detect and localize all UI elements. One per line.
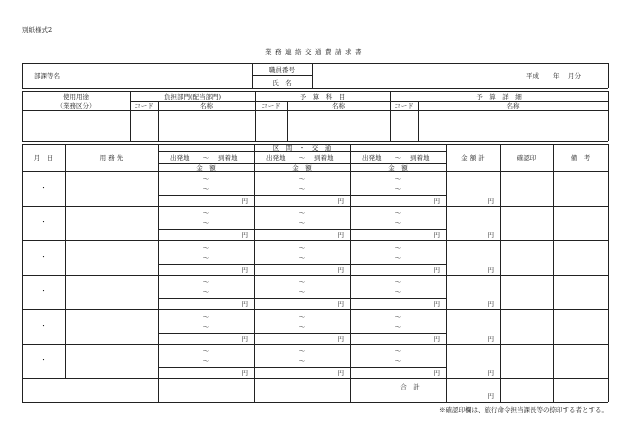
tilde-mark: ～ xyxy=(298,219,306,227)
grid-line xyxy=(22,63,23,88)
employee-no-label: 職員番号 xyxy=(269,65,295,74)
remarks-field[interactable] xyxy=(554,345,607,378)
remarks-field[interactable] xyxy=(554,172,607,205)
remarks-field[interactable] xyxy=(554,241,607,274)
tilde-mark: ～ xyxy=(298,288,306,296)
tilde-mark: ～ xyxy=(202,357,210,365)
tilde-mark: ～ xyxy=(394,357,402,365)
tilde-mark: ～ xyxy=(394,278,402,286)
destination-header: 用 務 先 xyxy=(99,154,124,162)
footnote: ※確認印欄は、旅行命令担当課長等の捺印する者とする。 xyxy=(439,405,608,414)
yen-unit: 円 xyxy=(241,334,248,343)
yen-unit: 円 xyxy=(337,196,344,205)
tilde-mark: ～ xyxy=(202,288,210,296)
yen-unit: 円 xyxy=(241,196,248,205)
purpose-label: 使用用途 xyxy=(63,92,89,101)
confirm-field[interactable] xyxy=(501,172,552,205)
confirm-field[interactable] xyxy=(501,241,552,274)
business-class-label: （業務区分） xyxy=(56,102,96,110)
charge-dept-label: 負担部門(配当部門) xyxy=(163,92,222,101)
yen-unit: 円 xyxy=(241,231,248,239)
tilde-mark: ～ xyxy=(298,312,306,321)
tilde-mark: ～ xyxy=(298,243,306,252)
tilde-mark: ～ xyxy=(394,312,402,321)
confirm-field[interactable] xyxy=(501,345,552,378)
code-col-label: コード xyxy=(261,102,281,110)
remarks-field[interactable] xyxy=(554,207,607,240)
tilde-mark: ～ xyxy=(298,357,306,365)
department-field[interactable] xyxy=(67,64,251,87)
remarks-field[interactable] xyxy=(554,310,607,343)
date-dot: ・ xyxy=(40,287,47,295)
tilde-mark: ～ xyxy=(298,253,306,262)
date-field[interactable] xyxy=(23,241,64,274)
confirm-field[interactable] xyxy=(501,310,552,343)
tilde-mark: ～ xyxy=(202,219,210,227)
tilde-mark: ～ xyxy=(202,278,210,286)
date-field[interactable] xyxy=(23,207,64,240)
departure-label: 出発地 xyxy=(362,153,382,162)
date-dot: ・ xyxy=(40,321,47,330)
departure-label: 出発地 xyxy=(266,153,286,162)
destination-field[interactable] xyxy=(66,172,157,205)
form-number: 別紙様式2 xyxy=(22,25,53,34)
date-dot: ・ xyxy=(40,356,47,364)
tilde-mark: ～ xyxy=(298,209,306,217)
tilde-mark: ～ xyxy=(394,219,402,227)
name-col-label: 名称 xyxy=(200,102,213,110)
tilde-mark: ～ xyxy=(298,278,306,286)
detail-code-field[interactable] xyxy=(391,111,417,140)
tilde-mark: ～ xyxy=(394,322,402,331)
total-amount-header: 金 額 計 xyxy=(461,154,485,162)
date-dot: ・ xyxy=(40,252,47,261)
departure-label: 出発地 xyxy=(170,153,190,162)
arrival-label: 到着地 xyxy=(218,153,238,162)
yen-unit: 円 xyxy=(487,369,494,377)
tilde-mark: ～ xyxy=(394,209,402,217)
tilde-mark: ～ xyxy=(298,184,306,193)
grid-line xyxy=(22,141,608,142)
yen-unit: 円 xyxy=(433,334,440,343)
destination-field[interactable] xyxy=(66,207,157,240)
yen-unit: 円 xyxy=(487,231,494,239)
yen-unit: 円 xyxy=(241,265,248,274)
remarks-field[interactable] xyxy=(554,276,607,309)
code-col-label: コード xyxy=(394,102,414,110)
name-label: 氏 名 xyxy=(272,78,292,87)
date-field[interactable] xyxy=(23,345,64,378)
department-label: 部課等名 xyxy=(34,71,60,80)
tilde-mark: ～ xyxy=(202,209,210,217)
employee-field[interactable] xyxy=(313,64,513,87)
date-header: 月 日 xyxy=(33,154,54,162)
tilde-mark: ～ xyxy=(298,322,306,331)
date-dot: ・ xyxy=(40,183,47,192)
date-dot: ・ xyxy=(40,218,47,226)
charge-code-field[interactable] xyxy=(131,111,157,140)
tilde-mark: ～ xyxy=(394,243,402,252)
grid-line xyxy=(22,88,608,89)
date-field[interactable] xyxy=(23,276,64,309)
form-title: 業務連絡交通費請求書 xyxy=(265,47,365,56)
yen-unit: 円 xyxy=(487,392,494,400)
yen-unit: 円 xyxy=(433,265,440,274)
table-bottom xyxy=(22,402,608,403)
tilde-mark: ～ xyxy=(202,312,210,321)
grid-line xyxy=(608,91,609,141)
date-field[interactable] xyxy=(23,172,64,205)
year-label: 年 xyxy=(553,71,560,80)
item-name-field[interactable] xyxy=(288,111,389,140)
yen-unit: 円 xyxy=(337,369,344,377)
amount-label: 金 額 xyxy=(388,163,408,172)
destination-field[interactable] xyxy=(66,241,157,274)
arrival-label: 到着地 xyxy=(410,153,430,162)
era-label: 平成 xyxy=(526,71,539,80)
yen-unit: 円 xyxy=(433,196,440,205)
tilde-mark: ～ xyxy=(394,174,402,183)
yen-unit: 円 xyxy=(337,265,344,274)
yen-unit: 円 xyxy=(433,300,440,308)
grand-total-label: 合 計 xyxy=(400,382,420,391)
yen-unit: 円 xyxy=(337,231,344,239)
yen-unit: 円 xyxy=(241,369,248,377)
tilde-mark: ～ xyxy=(202,322,210,331)
grid-line xyxy=(22,378,608,379)
budget-detail-label: 予 算 詳 細 xyxy=(476,92,522,101)
tilde-mark: ～ xyxy=(298,347,306,355)
month-label: 月分 xyxy=(568,71,581,80)
tilde-mark: ～ xyxy=(394,253,402,262)
destination-field[interactable] xyxy=(66,345,157,378)
yen-unit: 円 xyxy=(487,265,494,274)
confirm-field[interactable] xyxy=(501,276,552,309)
yen-unit: 円 xyxy=(487,334,494,343)
tilde-mark: ～ xyxy=(394,288,402,296)
tilde-header: ～ xyxy=(202,153,210,162)
destination-field[interactable] xyxy=(66,276,157,309)
tilde-mark: ～ xyxy=(202,347,210,355)
name-col-label: 名称 xyxy=(332,102,345,110)
confirm-field[interactable] xyxy=(501,207,552,240)
tilde-mark: ～ xyxy=(202,243,210,252)
code-col-label: コード xyxy=(134,102,154,110)
tilde-mark: ～ xyxy=(202,253,210,262)
amount-label: 金 額 xyxy=(292,163,312,172)
tilde-mark: ～ xyxy=(202,174,210,183)
section-header: 区 間 ・ 交 通 xyxy=(272,144,332,152)
name-col-label: 名称 xyxy=(506,102,520,110)
amount-label: 金 額 xyxy=(196,163,216,172)
tilde-mark: ～ xyxy=(202,184,210,193)
yen-unit: 円 xyxy=(487,196,494,205)
destination-field[interactable] xyxy=(66,310,157,343)
arrival-label: 到着地 xyxy=(314,153,334,162)
charge-name-field[interactable] xyxy=(159,111,254,140)
tilde-mark: ～ xyxy=(394,347,402,355)
yen-unit: 円 xyxy=(337,334,344,343)
tilde-header: ～ xyxy=(298,153,306,162)
yen-unit: 円 xyxy=(241,300,248,308)
budget-item-label: 予 算 科 目 xyxy=(299,92,346,101)
date-field[interactable] xyxy=(23,310,64,343)
confirm-header: 確認印 xyxy=(516,154,537,162)
yen-unit: 円 xyxy=(433,231,440,239)
grid-line xyxy=(608,144,609,402)
grid-line xyxy=(608,63,609,88)
tilde-mark: ～ xyxy=(298,174,306,183)
detail-name-field[interactable] xyxy=(419,111,607,140)
purpose-field[interactable] xyxy=(23,111,129,140)
item-code-field[interactable] xyxy=(256,111,286,140)
tilde-mark: ～ xyxy=(394,184,402,193)
tilde-header: ～ xyxy=(394,153,402,162)
yen-unit: 円 xyxy=(337,300,344,308)
remarks-header: 備 考 xyxy=(570,154,591,162)
yen-unit: 円 xyxy=(433,369,440,377)
yen-unit: 円 xyxy=(487,300,494,308)
